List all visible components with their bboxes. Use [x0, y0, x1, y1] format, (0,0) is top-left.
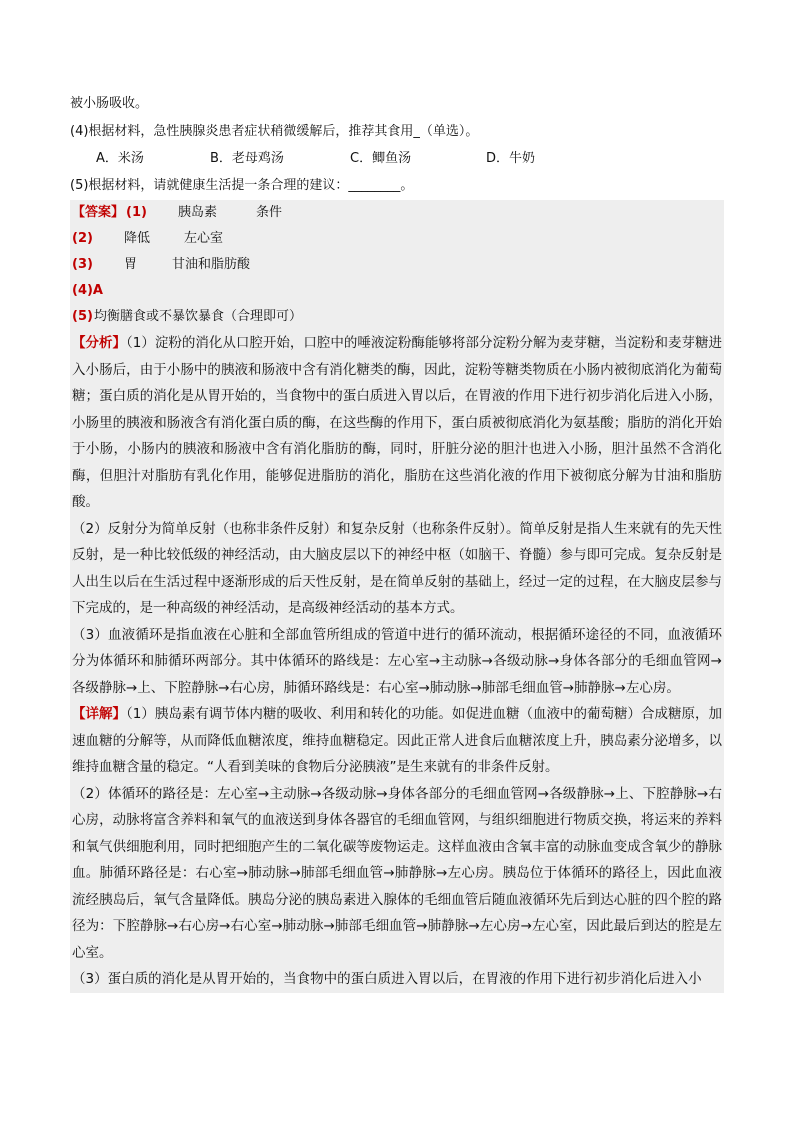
answer-5-text: 均衡膳食或不暴饮暴食（合理即可）: [94, 309, 303, 324]
answer-row-5: [70, 304, 724, 330]
detail-label: 【详解】: [72, 706, 127, 722]
answer-1a: 胰岛素: [178, 205, 218, 220]
detail-paragraph-1: [72, 701, 722, 781]
question-4-options: [70, 146, 724, 172]
option-d: D．牛奶: [486, 151, 536, 166]
answer-1-number: (1): [126, 205, 147, 220]
option-c: C．鲫鱼汤: [350, 151, 412, 166]
detail-paragraph-3: （3）蛋白质的消化是从胃开始的，当食物中的蛋白质进入胃以后，在胃液的作用下进行初步消化后进入小: [72, 971, 702, 987]
answer-1b: 条件: [256, 205, 283, 220]
answer-label: 【答案】: [72, 205, 125, 220]
answer-row-2: [70, 226, 724, 252]
answer-5-number: (5): [72, 309, 93, 324]
answer-row-4: [70, 278, 724, 304]
analysis-text-1: （1）淀粉的消化从口腔开始，口腔中的唾液淀粉酶能够将部分淀粉分解为麦芽糖，当淀粉和麦芽糖进入小肠后，由于小肠中的胰液和肠液中含有消化糖类的酶，因此，淀粉等糖类物质在小肠内被彻底消化为葡萄糖；蛋白质的消化是从胃开始的，当食物中的蛋白质进入胃以后，在胃液的作用下进行初步消化后进入小肠，小肠里的胰液和肠液含有消化蛋白质的酶，在这些酶的作用下，蛋白质被彻底消化为氨基酸；脂肪的消化开始于小肠，小肠内的胰液和肠液中含有消化脂肪的酶，同时，肝脏分泌的胆汁也进入小肠，胆汁虽然不含消化酶，但胆汁对脂肪有乳化作用，能够促进脂肪的消化，脂肪在这些消化液的作用下被彻底分解为甘油和脂肪酸。: [72, 335, 722, 510]
answer-4: (4)A: [72, 283, 103, 298]
document-page: [70, 90, 724, 993]
detail-text-1: （1）胰岛素有调节体内糖的吸收、利用和转化的功能。如促进血糖（血液中的葡萄糖）合成糖原，加速血糖的分解等，从而降低血糖浓度，维持血糖稳定。因此正常人进食后血糖浓度上升，胰岛素分泌增多，以维持血糖含量的稳定。“人看到美味的食物后分泌胰液”是生来就有的非条件反射。: [72, 706, 722, 775]
detail-section: [70, 701, 724, 993]
answer-3-number: (3): [72, 257, 93, 272]
option-b: B．老母鸡汤: [210, 151, 284, 166]
analysis-paragraph-3: （3）血液循环是指血液在心脏和全部血管所组成的管道中进行的循环流动，根据循环途径的不同，血液循环分为体循环和肺循环两部分。其中体循环的路线是：左心室→主动脉→各级动脉→身体各部分的毛细血管网→各级静脉→上、下腔静脉→右心房，肺循环路线是：右心室→肺动脉→肺部毛细血管→肺静脉→左心房。: [72, 626, 722, 696]
answer-3b: 甘油和脂肪酸: [172, 257, 251, 272]
option-a: A．米汤: [96, 151, 144, 166]
question-5: (5)根据材料，请就健康生活提一条合理的建议：________。: [70, 178, 414, 193]
analysis-paragraph-1: [72, 330, 722, 516]
answer-row-3: [70, 252, 724, 278]
answer-2a: 降低: [124, 231, 151, 246]
answer-2b: 左心室: [184, 231, 224, 246]
analysis-section: [70, 330, 724, 701]
analysis-paragraph-2: （2）反射分为简单反射（也称非条件反射）和复杂反射（也称条件反射）。简单反射是指人生来就有的先天性反射，是一种比较低级的神经活动，由大脑皮层以下的神经中枢（如脑干、脊髓）参与即可完成。复杂反射是人出生以后在生活过程中逐渐形成的后天性反射，是在简单反射的基础上，经过一定的过程，在大脑皮层参与下完成的，是一种高级的神经活动，是高级神经活动的基本方式。: [72, 520, 722, 616]
analysis-label: 【分析】: [72, 335, 127, 351]
question-4: (4)根据材料，急性胰腺炎患者症状稍微缓解后，推荐其食用_（单选）。: [70, 124, 479, 139]
answer-3a: 胃: [124, 257, 138, 272]
detail-paragraph-2: （2）体循环的路径是：左心室→主动脉→各级动脉→身体各部分的毛细血管网→各级静脉→上、下腔静脉→右心房，动脉将富含养料和氧气的血液送到身体各器官的毛细血管网，与组织细胞进行物质交换，将运来的养料和氧气供细胞利用，同时把细胞产生的二氧化碳等废物运走。这样血液由含氧丰富的动脉血变成含氧少的静脉血。肺循环路径是：右心室→肺动脉→肺部毛细血管→肺静脉→左心房。胰岛位于体循环的路径上，因此血液流经胰岛后，氧气含量降低。胰岛分泌的胰岛素进入腺体的毛细血管后随血液循环先后到达心脏的四个腔的路径为：下腔静脉→右心房→右心室→肺动脉→肺部毛细血管→肺静脉→左心房→左心室，因此最后到达的腔是左心室。: [72, 785, 722, 961]
answer-2-number: (2): [72, 231, 93, 246]
answer-block: [70, 200, 724, 993]
question-tail-line: 被小肠吸收。: [70, 96, 149, 111]
answer-row-1: [70, 200, 724, 226]
